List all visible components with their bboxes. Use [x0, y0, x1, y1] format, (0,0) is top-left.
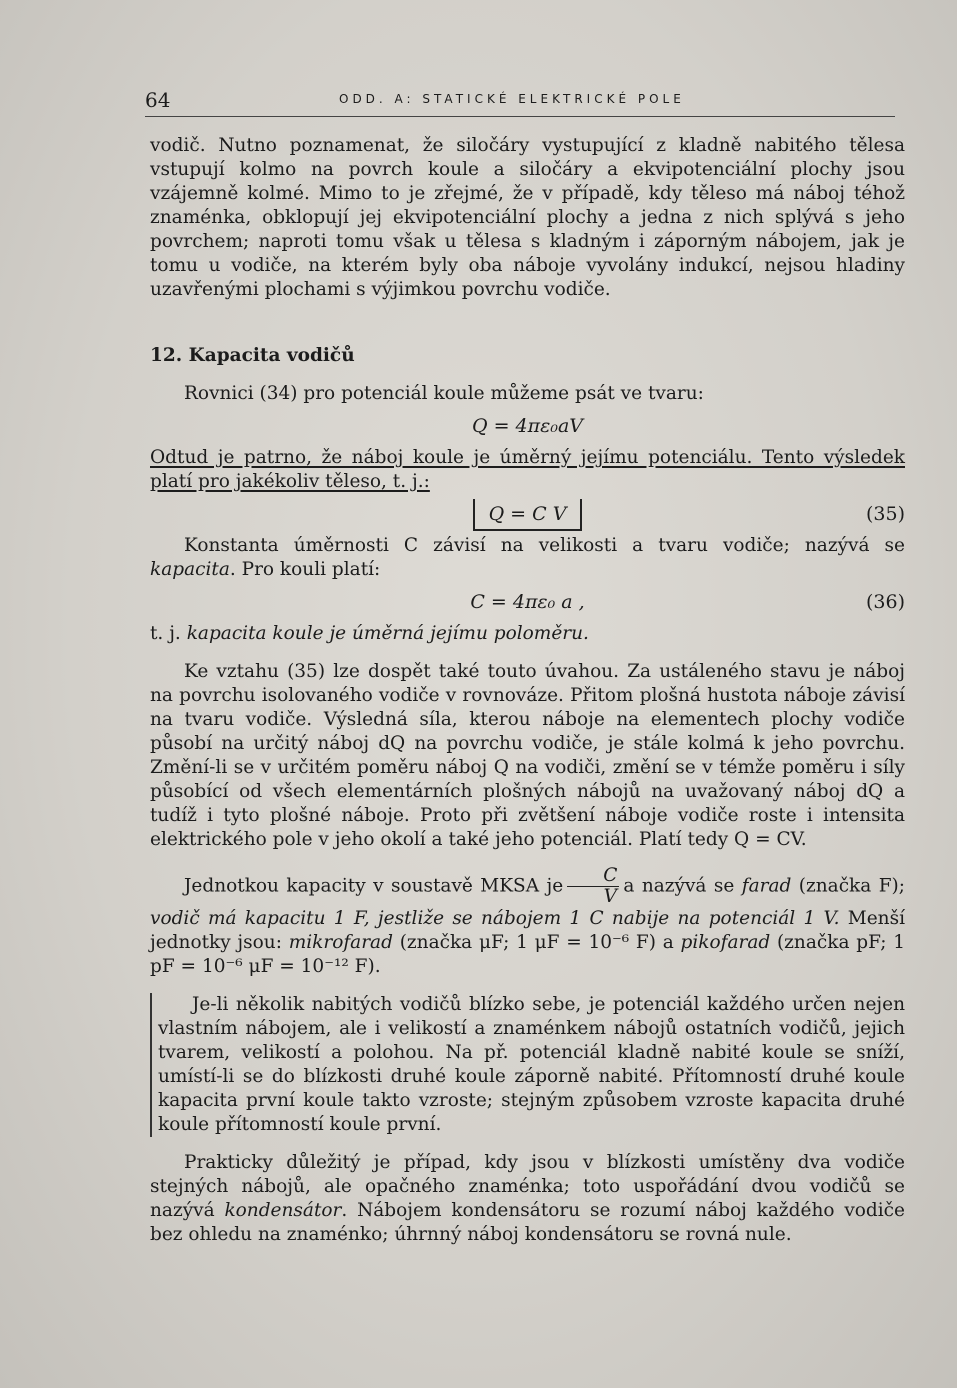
term-farad: farad: [741, 875, 792, 897]
paragraph-7-f: (značka pF; 1 pF = 10⁻⁶ μF = 10⁻¹² F).: [150, 932, 905, 977]
spacer: [150, 979, 905, 993]
paragraph-5-a: t. j.: [150, 623, 181, 644]
paragraph-3-text: Odtud je patrno, že náboj koule je úměrný jejímu potenciálu. Tento výsledek platí pro jakékoliv těleso, t. j.:: [150, 447, 905, 492]
paragraph-4-a: Konstanta úměrnosti C závisí na velikosti a tvaru vodiče; nazývá se: [184, 535, 905, 556]
fraction-c-over-v: [567, 866, 619, 907]
equation-1: [150, 406, 905, 446]
page-number: 64: [145, 88, 171, 112]
paragraph-7-e: (značka μF; 1 μF = 10⁻⁶ F) a: [399, 932, 674, 953]
paragraph-7-b: a nazývá se: [623, 875, 735, 897]
fraction-numerator: C: [567, 866, 619, 887]
paragraph-9: [150, 1151, 905, 1247]
paragraph-4: [150, 534, 905, 582]
spacer: [150, 646, 905, 660]
equation-number-36: (36): [865, 591, 905, 613]
equation-35: [150, 494, 905, 534]
paragraph-7-c: (značka F);: [798, 875, 906, 897]
paragraph-7-a: Jednotkou kapacity v soustavě MKSA je: [184, 875, 564, 897]
paragraph-7: [150, 866, 905, 979]
paragraph-1: vodič. Nutno poznamenat, že siločáry vystupující z kladně nabitého tělesa vstupují kolmo na povrch koule a siločáry a ekvipotenciální plochy jsou vzájemně kolmé. Mimo to je zřejmé, že v případě, kdy těleso má náboj téhož znaménka, obklopují jej ekvipotenciální plochy a jedna z nich splývá s jeho povrchem; naproti tomu však u tělesa s kladným i záporným nábojem, jak je tomu u vodiče, na kterém byly oba náboje vyvolány indukcí, nejsou hladiny uzavřenými plochami s výjimkou povrchu vodiče.: [150, 135, 905, 300]
running-head: ODD. A: STATICKÉ ELEKTRICKÉ POLE: [339, 92, 685, 106]
fraction-denominator: V: [603, 886, 617, 907]
body-text: [150, 134, 905, 1247]
paragraph-9-a: Prakticky důležitý je případ, kdy jsou v blízkosti umístěny dva vodiče stejných nábojů, ale opačného znaménka; toto uspořádání dvou vodičů se nazývá: [150, 1152, 905, 1221]
paragraph-3: [150, 446, 905, 494]
boxed-equation: Q = C V: [473, 499, 583, 531]
paragraph-8: Je-li několik nabitých vodičů blízko sebe, je potenciál každého určen nejen vlastním nábojem, ale i velikostí a znaménkem nábojů ostatních vodičů, jejich tvarem, velikostí a polohou. Na př. potenciál kladně nabité koule se sníží, umístí-li se do blízkosti druhé koule záporně nabité. Přítomností druhé koule kapacita první koule takto vzroste; stejným způsobem vzroste kapacita druhé koule přítomností koule první.: [150, 993, 905, 1137]
spacer: [150, 1137, 905, 1151]
equation-36-text: C = 4πε₀ a ,: [470, 591, 585, 613]
paragraph-7-d: Menší jednotky jsou:: [150, 908, 905, 953]
equation-1-text: Q = 4πε₀aV: [471, 415, 583, 437]
term-pikofarad: pikofarad: [680, 932, 771, 953]
term-kondensator: kondensátor: [224, 1200, 342, 1221]
farad-definition: vodič má kapacitu 1 F, jestliže se nábojem 1 C nabije na potenciál 1 V.: [150, 908, 840, 929]
equation-36: [150, 582, 905, 622]
paragraph-5-emphasis: kapacita koule je úměrná jejímu poloměru.: [186, 623, 589, 644]
page-header: [145, 88, 895, 117]
paragraph-6: Ke vztahu (35) lze dospět také touto úvahou. Za ustáleného stavu je náboj na povrchu isolovaného vodiče v rovnováze. Přitom plošná hustota náboje závisí na tvaru vodiče. Výsledná síla, kterou náboje na elementech plochy vodiče působí na určitý náboj dQ na povrchu vodiče, je stále kolmá k jeho povrchu. Změní-li se v určitém poměru náboj Q na vodiči, změní se v témže poměru i síly působící od všech elementárních plošných nábojů na uvažovaný náboj dQ a tudíž i tyto plošné náboje. Proto při zvětšení náboje vodiče roste i intensita elektrického pole v jeho okolí a také jeho potenciál. Platí tedy Q = CV.: [150, 661, 905, 850]
section-title: 12. Kapacita vodičů: [150, 345, 355, 366]
paragraph-5: [150, 622, 905, 646]
paragraph-2: Rovnici (34) pro potenciál koule můžeme psát ve tvaru:: [184, 383, 704, 404]
spacer: [150, 852, 905, 866]
paragraph-9-b: . Nábojem kondensátoru se rozumí náboj každého vodiče bez ohledu na znaménko; úhrnný náboj kondensátoru se rovná nule.: [150, 1200, 905, 1245]
equation-number-35: (35): [865, 503, 905, 525]
term-kapacita: kapacita: [150, 559, 230, 580]
spacer: [150, 368, 905, 382]
paragraph-4-b: . Pro kouli platí:: [229, 559, 381, 580]
term-mikrofarad: mikrofarad: [288, 932, 393, 953]
